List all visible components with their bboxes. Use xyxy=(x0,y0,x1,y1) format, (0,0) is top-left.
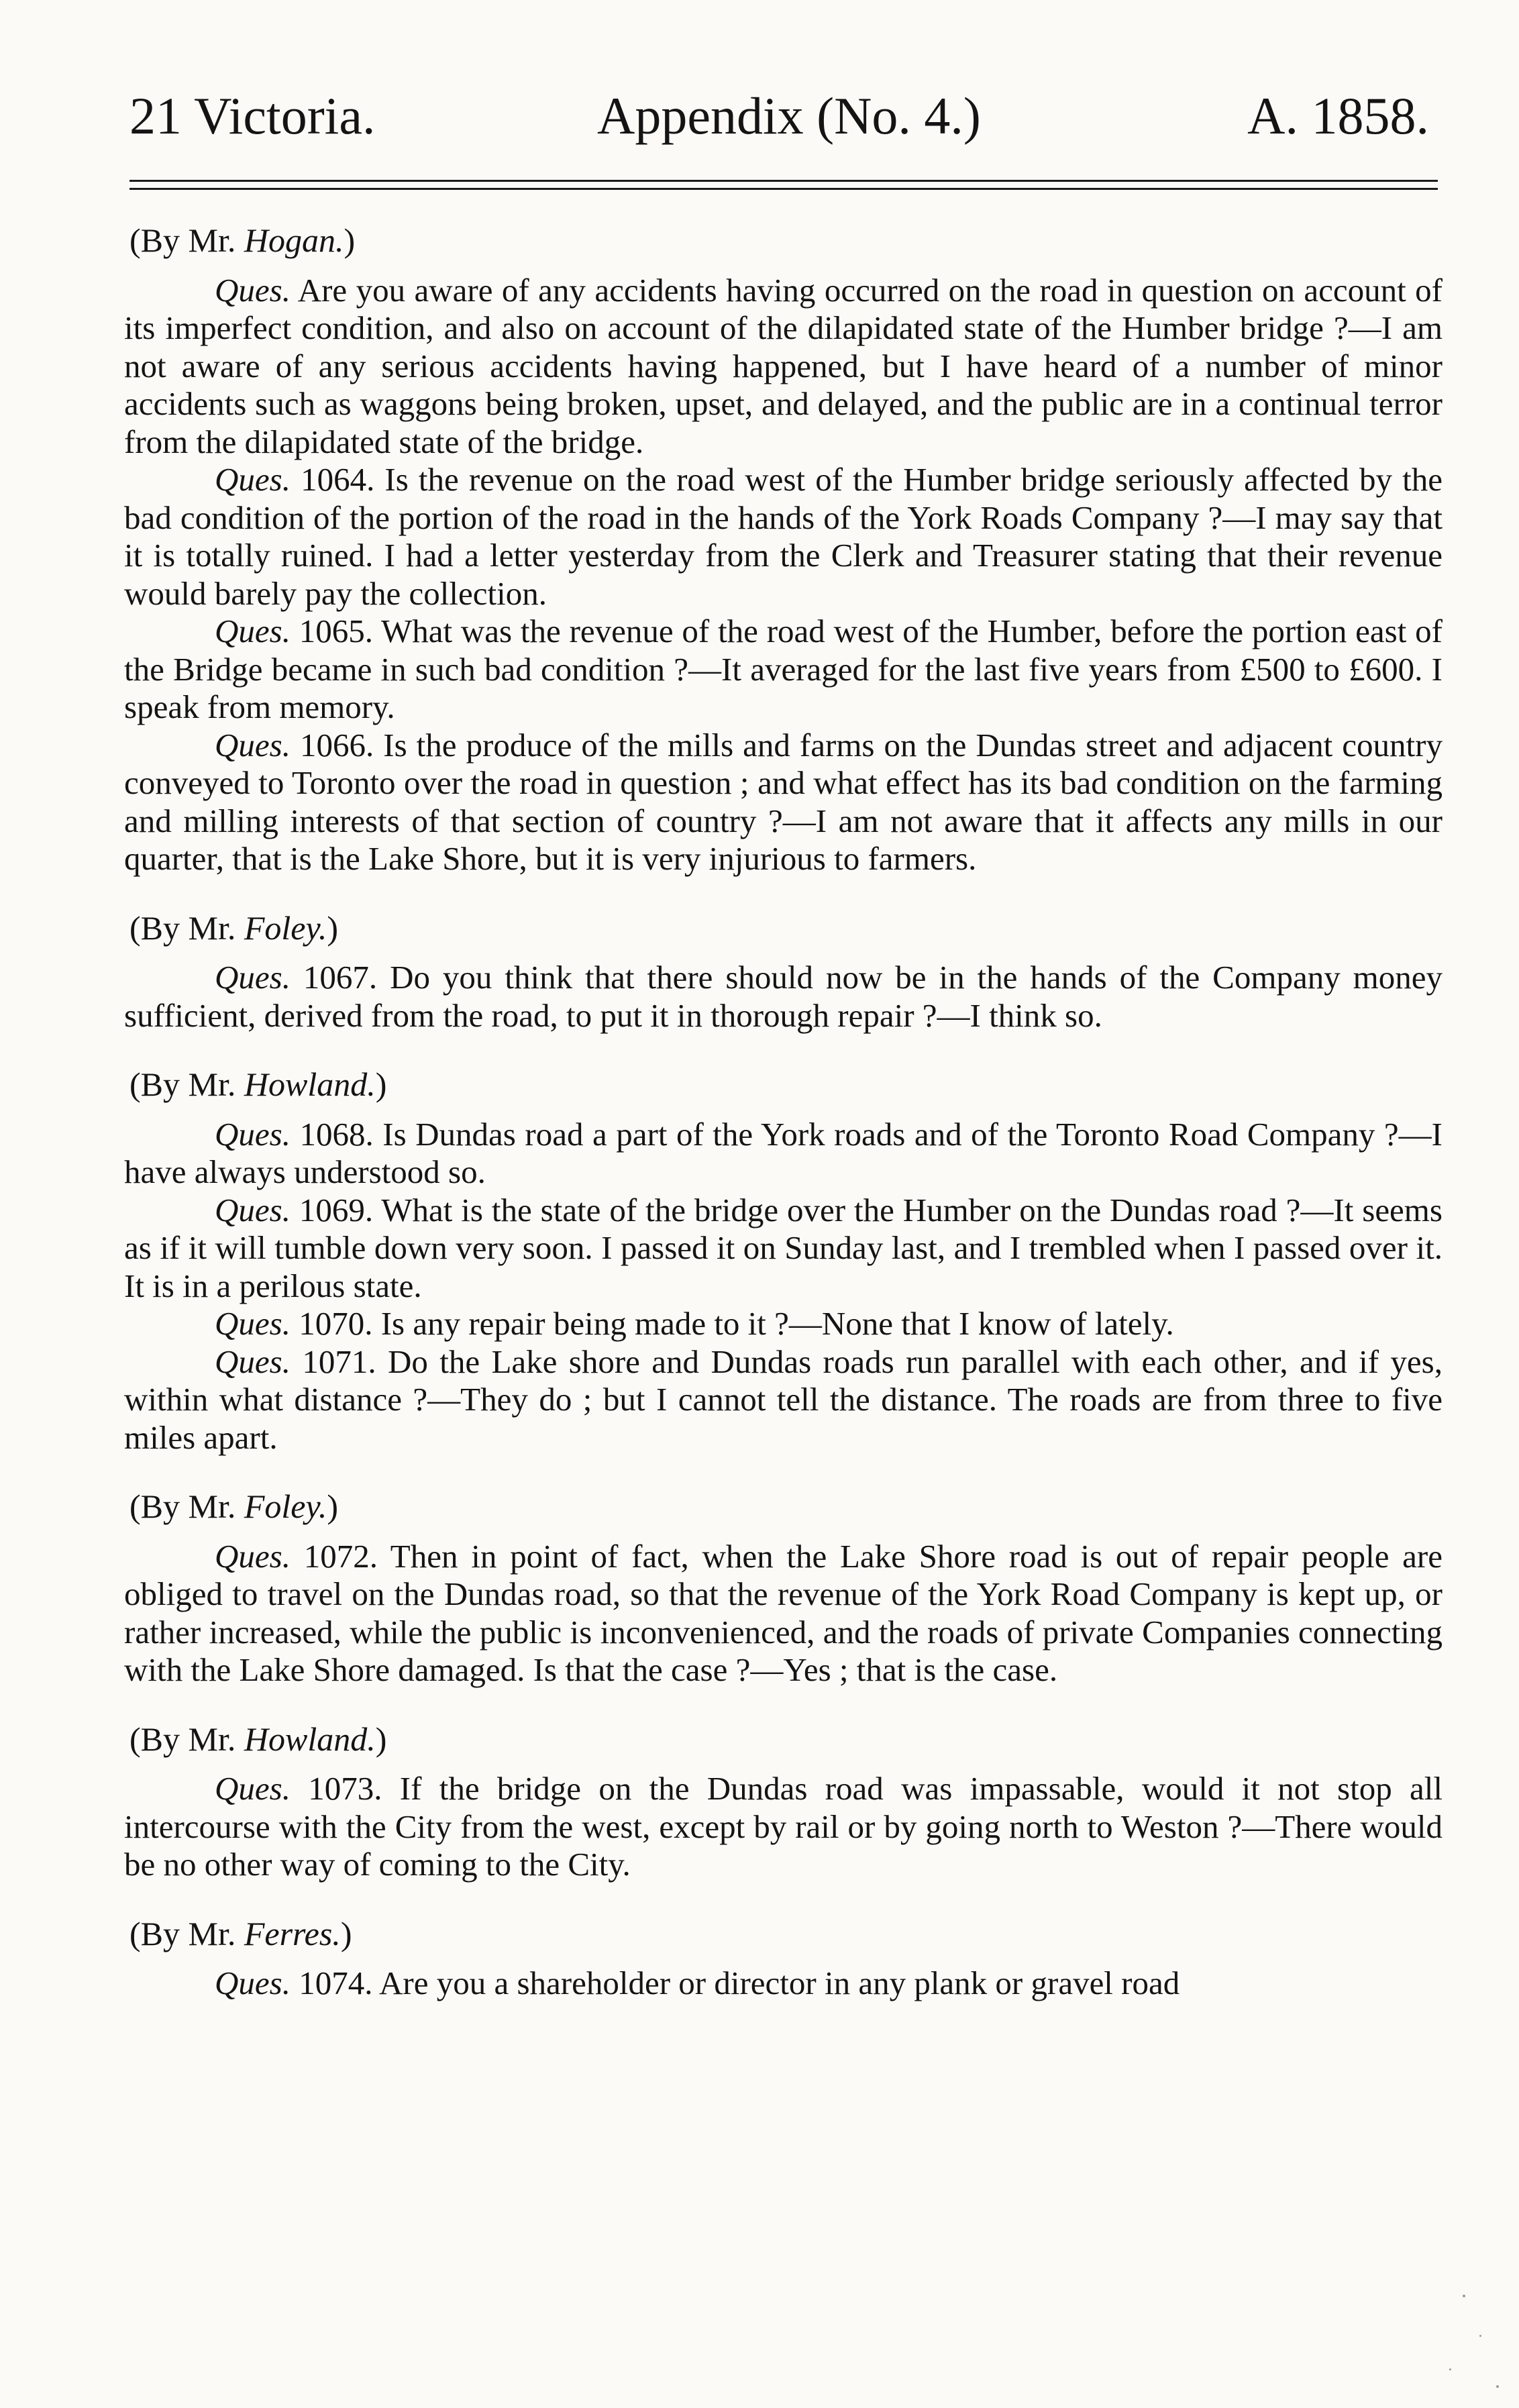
question-answer: Ques. 1068. Is Dundas road a part of the York roads and of the Toronto Road Company ?—I have always understood so. xyxy=(124,1115,1443,1190)
scan-speck xyxy=(1449,2368,1451,2370)
speaker-heading: (By Mr. Foley.) xyxy=(129,1487,339,1525)
header-appendix: Appendix (No. 4.) xyxy=(597,87,981,145)
speaker-heading: (By Mr. Foley.) xyxy=(129,908,339,947)
question-answer: Ques. 1072. Then in point of fact, when the Lake Shore road is out of repair people are obliged to travel on the Dundas road, so that the revenue of the York Road Company is kept up, or rather increased, while the public is inconvenienced, and the roads of private Companies connecting with the Lake Shore damaged. Is that the case ?—Yes ; that is the case. xyxy=(124,1537,1443,1688)
header-session: 21 Victoria. xyxy=(129,87,376,145)
scan-speck xyxy=(1496,2385,1499,2388)
speaker-heading: (By Mr. Howland.) xyxy=(129,1720,387,1758)
question-answer: Ques. 1064. Is the revenue on the road west of the Humber bridge seriously affected by the bad condition of the portion of the road in the hands of the York Roads Company ?—I may say that it is totally ruined. I had a letter yesterday from the Clerk and Treasurer stating that their revenue would barely pay the collection. xyxy=(124,461,1443,612)
speaker-heading: (By Mr. Hogan.) xyxy=(129,221,356,259)
question-answer: Ques. 1067. Do you think that there should now be in the hands of the Company money sufficient, derived from the road, to put it in thorough repair ?—I think so. xyxy=(124,959,1443,1034)
speaker-heading: (By Mr. Howland.) xyxy=(129,1065,387,1103)
question-answer: Ques. Are you aware of any accidents having occurred on the road in question on account of its imperfect condition, and also on account of the dilapidated state of the Humber bridge ?—I am not aware of any serious accidents having happened, but I have heard of a number of minor accidents such as waggons being broken, upset, and delayed, and the public are in a continual terror from the dilapidated state of the bridge. xyxy=(124,271,1443,460)
question-answer: Ques. 1069. What is the state of the bridge over the Humber on the Dundas road ?—It seems as if it will tumble down very soon. I passed it on Sunday last, and I trembled when I passed over it. It is in a perilous state. xyxy=(124,1191,1443,1304)
speaker-heading: (By Mr. Ferres.) xyxy=(129,1914,352,1952)
question-answer: Ques. 1065. What was the revenue of the road west of the Humber, before the portion east of the Bridge became in such bad condition ?—It averaged for the last five years from £500 to £600. I speak from memory. xyxy=(124,613,1443,725)
header-rule-bottom xyxy=(129,188,1438,190)
testimony-body xyxy=(124,221,1443,2003)
question-answer: Ques. 1070. Is any repair being made to it ?—None that I know of lately. xyxy=(215,1305,1174,1342)
document-page xyxy=(124,79,1443,2001)
question-answer: Ques. 1073. If the bridge on the Dundas road was impassable, would it not stop all intercourse with the City from the west, except by rail or by going north to Weston ?—There would be no other way of coming to the City. xyxy=(124,1770,1443,1883)
question-answer: Ques. 1074. Are you a shareholder or director in any plank or gravel road xyxy=(215,1965,1180,2001)
question-answer: Ques. 1066. Is the produce of the mills and farms on the Dundas street and adjacent country conveyed to Toronto over the road in question ; and what effect has its bad condition on the farming and milling interests of that section of country ?—I am not aware that it affects any mills in our quarter, that is the Lake Shore, but it is very injurious to farmers. xyxy=(124,726,1443,877)
header-year: A. 1858. xyxy=(1247,87,1429,145)
running-header xyxy=(124,79,1443,153)
header-rule-top xyxy=(129,180,1438,182)
scan-speck xyxy=(1463,2295,1465,2297)
scan-speck xyxy=(1479,2335,1481,2337)
question-answer: Ques. 1071. Do the Lake shore and Dundas roads run parallel with each other, and if yes, within what distance ?—They do ; but I cannot tell the distance. The roads are from three to five miles apart. xyxy=(124,1343,1443,1456)
